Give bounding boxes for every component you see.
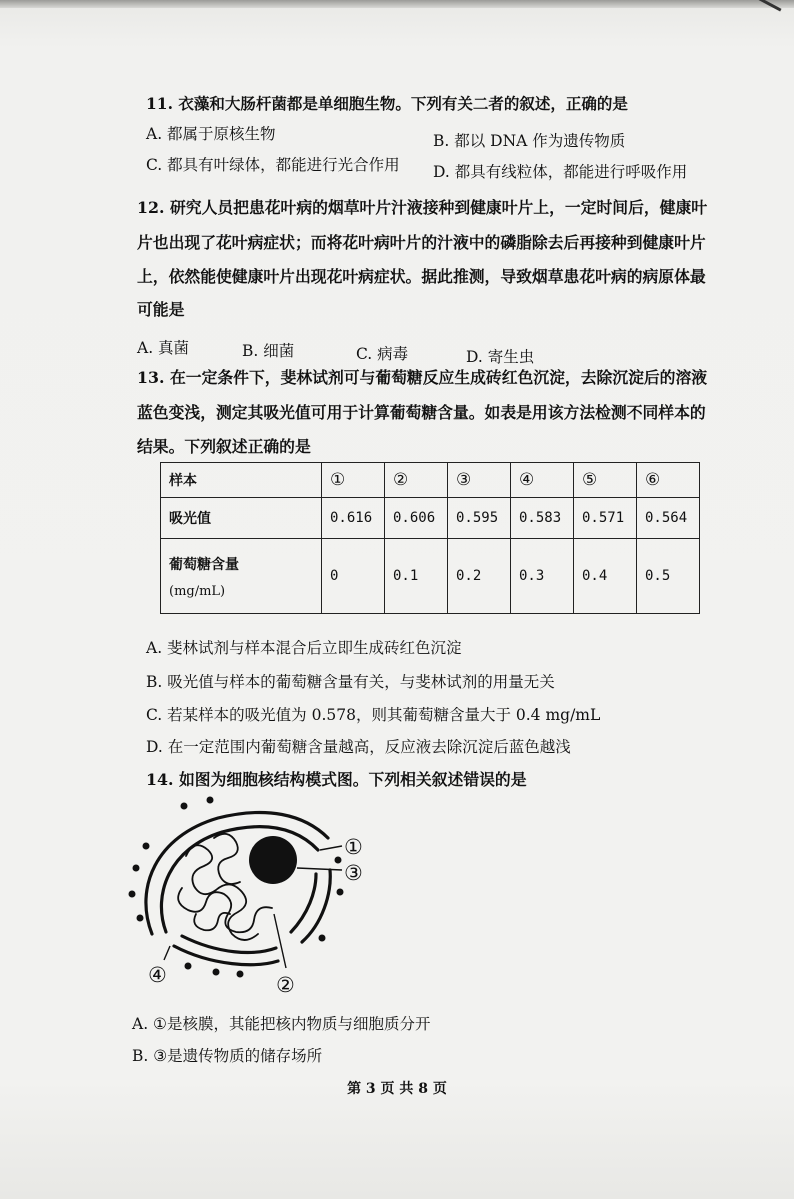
q13-option-d: D. 在一定范围内葡萄糖含量越高，反应液去除沉淀后蓝色越浅: [146, 738, 571, 756]
q12-option-a: A. 真菌: [137, 339, 190, 357]
q13-option-c: C. 若某样本的吸光值为 0.578，则其葡萄糖含量大于 0.4 mg/mL: [146, 706, 601, 724]
glucose-row-label: 葡萄糖含量: [169, 556, 239, 573]
ribosome-dot: [181, 803, 188, 810]
q13-option-a: A. 斐林试剂与样本混合后立即生成砖红色沉淀: [146, 639, 462, 657]
glucose-cell: 0.5: [637, 539, 700, 614]
q12-option-c: C. 病毒: [356, 345, 409, 363]
glucose-row-unit: (mg/mL): [169, 583, 226, 599]
q12-option-b: B. 细菌: [242, 342, 295, 360]
inner-membrane-arc: [291, 874, 316, 932]
glucose-cell: 0.3: [511, 539, 574, 614]
ribosome-dot: [129, 891, 136, 898]
table-row-glucose: [161, 539, 700, 614]
sample-label: ⑤: [574, 463, 637, 498]
diagram-label-2: ②: [276, 973, 295, 997]
absorbance-row-label: 吸光值: [161, 498, 322, 539]
leader-line-1: [320, 846, 342, 850]
q12-stem-line-2: 片也出现了花叶病症状；而将花叶病叶片的汁液中的磷脂除去后再接种到健康叶片: [137, 233, 706, 252]
diagram-label-1: ①: [344, 835, 363, 859]
q13-stem-line-2: 蓝色变浅，测定其吸光值可用于计算葡萄糖含量。如表是用该方法检测不同样本的: [137, 403, 706, 422]
inner-membrane-arc: [182, 936, 276, 952]
table-header-label: 样本: [161, 463, 322, 498]
q12-option-d: D. 寄生虫: [466, 348, 535, 366]
ribosome-dot: [143, 843, 150, 850]
q11-option-b: B. 都以 DNA 作为遗传物质: [433, 132, 626, 150]
q13-stem-line-1: 13. 在一定条件下，斐林试剂可与葡萄糖反应生成砖红色沉淀，去除沉淀后的溶液: [137, 368, 708, 387]
table-row-absorbance: [161, 498, 700, 539]
ribosome-dot: [185, 963, 192, 970]
absorbance-cell: 0.583: [511, 498, 574, 539]
leader-line-4: [164, 946, 170, 960]
sample-label: ④: [511, 463, 574, 498]
glucose-cell: 0.4: [574, 539, 637, 614]
q11-stem: 11. 衣藻和大肠杆菌都是单细胞生物。下列有关二者的叙述，正确的是: [146, 94, 628, 113]
absorbance-cell: 0.616: [322, 498, 385, 539]
q13-stem-line-3: 结果。下列叙述正确的是: [137, 437, 311, 456]
ribosome-dot: [133, 865, 140, 872]
sample-label: ⑥: [637, 463, 700, 498]
q14-option-b: B. ③是遗传物质的储存场所: [132, 1047, 323, 1065]
leader-line-2: [274, 914, 286, 968]
leader-line-3: [297, 868, 342, 870]
ribosome-dot: [237, 971, 244, 978]
glucose-absorbance-table: [160, 462, 700, 614]
table-header-row: [161, 463, 700, 498]
absorbance-cell: 0.564: [637, 498, 700, 539]
outer-membrane-arc: [146, 812, 328, 934]
diagram-label-4: ④: [148, 963, 167, 987]
q12-stem-line-1: 12. 研究人员把患花叶病的烟草叶片汁液接种到健康叶片上，一定时间后，健康叶: [137, 198, 708, 217]
chromatin-strand: [214, 834, 240, 884]
ribosome-dot: [337, 889, 344, 896]
glucose-cell: 0.1: [385, 539, 448, 614]
glucose-cell: 0.2: [448, 539, 511, 614]
q11-option-a: A. 都属于原核生物: [146, 125, 276, 143]
absorbance-cell: 0.595: [448, 498, 511, 539]
outer-membrane-arc: [174, 946, 278, 965]
q11-option-c: C. 都具有叶绿体，都能进行光合作用: [146, 156, 400, 174]
ribosome-dot: [319, 935, 326, 942]
ribosome-dot: [335, 857, 342, 864]
diagram-label-3: ③: [344, 861, 363, 885]
q12-stem-line-4: 可能是: [137, 300, 185, 319]
nucleolus: [249, 836, 297, 884]
q12-stem-line-3: 上，依然能使健康叶片出现花叶病症状。据此推测，导致烟草患花叶病的病原体最: [137, 267, 706, 286]
sample-label: ①: [322, 463, 385, 498]
absorbance-cell: 0.606: [385, 498, 448, 539]
page-footer: 第 3 页 共 8 页: [347, 1081, 447, 1097]
inner-membrane-arc: [161, 827, 318, 932]
nucleus-structure-diagram: [126, 796, 386, 1006]
sample-label: ②: [385, 463, 448, 498]
sample-label: ③: [448, 463, 511, 498]
q14-stem: 14. 如图为细胞核结构模式图。下列相关叙述错误的是: [146, 770, 527, 789]
absorbance-cell: 0.571: [574, 498, 637, 539]
chromatin-strand: [178, 888, 272, 932]
scan-top-edge: [0, 0, 794, 8]
ribosome-dot: [213, 969, 220, 976]
q13-option-b: B. 吸光值与样本的葡萄糖含量有关，与斐林试剂的用量无关: [146, 673, 555, 691]
ribosome-dot: [207, 797, 214, 804]
glucose-cell: 0: [322, 539, 385, 614]
glucose-row-label-cell: [161, 539, 322, 614]
q11-option-d: D. 都具有线粒体，都能进行呼吸作用: [433, 163, 688, 181]
q14-option-a: A. ①是核膜，其能把核内物质与细胞质分开: [132, 1015, 431, 1033]
ribosome-dot: [137, 915, 144, 922]
